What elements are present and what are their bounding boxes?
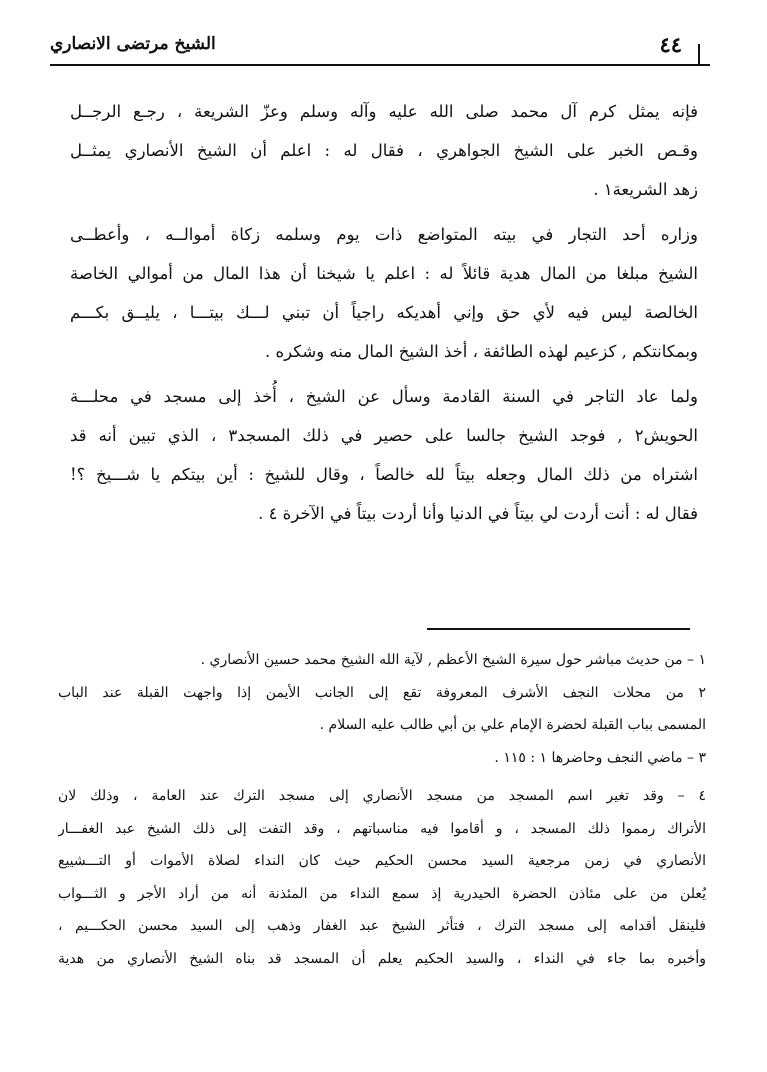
body-line: زهد الشريعة١ . xyxy=(593,180,698,199)
footnote-line: الأتراك رمموا ذلك المسجد ، و أقاموا فيه مناسباتهم ، وقد التفت إلى ذلك الشيخ عبد الغفـــار xyxy=(58,820,706,837)
main-text xyxy=(70,92,698,533)
footnote-line: ٣ – ماضي النجف وحاضرها ١ : ١١٥ . xyxy=(494,749,706,766)
footnote-line: ٤ – وقد تغير اسم المسجد من مسجد الأنصاري إلى مسجد الترك عند العامة ، وذلك لان xyxy=(58,788,706,804)
header-tick-mark xyxy=(698,44,700,64)
body-line: وبمكانتكم , كزعيم لهذه الطائفة ، أخذ الشيخ المال منه وشكره . xyxy=(265,342,698,361)
footnote-line: فلينقل أقدامه إلى مسجد الترك ، فتأثر الشيخ عبد الغفار وذهب إلى السيد محسن الحكـــيم ، xyxy=(58,918,706,934)
header-title: الشيخ مرتضى الانصاري xyxy=(50,34,216,54)
body-line: فقال له : أنت أردت لي بيتاً في الدنيا وأنا أردت بيتاً في الآخرة ٤ . xyxy=(258,504,698,523)
body-line: اشتراه من ذلك المال وجعله بيتاً لله خالصاً ، وقال للشيخ : أين بيتكم يا شـــيخ ؟! xyxy=(70,465,698,484)
footnote-line: ٢ من محلات النجف الأشرف المعروفة تقع إلى الجانب الأيمن إذا واجهت القبلة عند الباب xyxy=(58,684,706,701)
running-header xyxy=(50,30,710,66)
body-line: الخالصة ليس فيه لأي حق وإني أهديكه راجياً أن تبني لـــك بيتـــا ، يليــق بكـــم xyxy=(70,303,698,322)
footnotes xyxy=(58,644,706,975)
footnote-line: المسمى بباب القبلة لحضرة الإمام علي بن أبي طالب عليه السلام . xyxy=(319,717,706,733)
body-line: وزاره أحد التجار في بيته المتواضع ذات يوم وسلمه زكاة أموالــه ، وأعطــى xyxy=(70,225,698,244)
footnote-separator xyxy=(427,628,690,630)
page-number: ٤٤ xyxy=(659,32,682,57)
footnote-line: وأخبره بما جاء في النداء ، والسيد الحكيم يعلم أن المسجد قد بناه الشيخ الأنصاري من هدية xyxy=(58,950,706,967)
body-line: فإنه يمثل كرم آل محمد صلى الله عليه وآله وسلم وعزّ الشريعة ، رجـع الرجــل xyxy=(70,102,698,121)
body-line: الشيخ مبلغا من المال هدية قائلاً له : اعلم يا شيخنا أن هذا المال من أموالي الخاصة xyxy=(70,264,698,283)
body-line: وقـص الخبر على الشيخ الجواهري ، فقال له : اعلم أن الشيخ الأنصاري يمثــل xyxy=(70,141,698,160)
footnote-line: الأنصاري في زمن مرجعية السيد محسن الحكيم حيث كان النداء لصلاة الأموات أو التـــشييع xyxy=(58,853,706,869)
body-line: الحويش٢ , فوجد الشيخ جالسا على حصير في ذلك المسجد٣ ، الذي تبين أنه قد xyxy=(70,426,698,445)
footnote-line: يُعلن من على مئاذن الحضرة الحيدرية إذ سمع النداء من المئذنة أنه من أراد الأجر و الثـــواب xyxy=(58,885,706,902)
footnote-line: ١ – من حديث مباشر حول سيرة الشيخ الأعظم , لآية الله الشيخ محمد حسين الأنصاري . xyxy=(200,652,706,668)
body-line: ولما عاد التاجر في السنة القادمة وسأل عن الشيخ ، أُخذ إلى مسجد في محلـــة xyxy=(70,387,698,406)
